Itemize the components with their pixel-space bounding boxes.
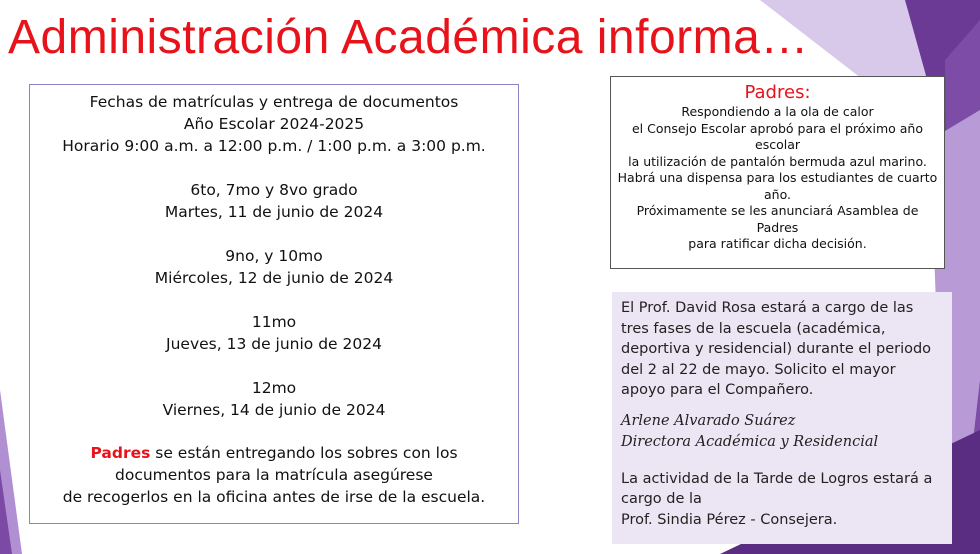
info-paragraph-activity: La actividad de la Tarde de Logros estará a cargo de la (621, 470, 933, 507)
parents-line: para ratificar dicha decisión. (688, 236, 867, 251)
signature-name: Arlene Alvarado Suárez (621, 412, 796, 429)
schedule-grades: 9no, y 10mo (225, 247, 323, 265)
schedule-date: Jueves, 13 de junio de 2024 (166, 335, 382, 353)
schedule-hours: Horario 9:00 a.m. a 12:00 p.m. / 1:00 p.m. a 3:00 p.m. (62, 137, 486, 155)
page-title: Administración Académica informa… (8, 11, 809, 64)
info-paragraph-activity-line2: Prof. Sindia Pérez - Consejera. (621, 511, 838, 528)
parents-notice (30, 442, 518, 464)
parents-line: Próximamente se les anunciará Asamblea de Padres (636, 203, 919, 235)
parents-notice-line: de recogerlos en la oficina antes de irse de la escuela. (62, 488, 486, 506)
parents-notice-line: documentos para la matrícula asegúrese (115, 466, 433, 484)
director-info-box (612, 292, 952, 544)
schedule-date: Viernes, 14 de junio de 2024 (162, 401, 386, 419)
schedule-header-line: Fechas de matrículas y entrega de documentos (89, 93, 459, 111)
parents-heading: Padres: (744, 82, 811, 103)
parents-announcement-box (610, 76, 945, 269)
parents-line: Respondiendo a la ola de calor (681, 104, 874, 119)
parents-line: Habrá una dispensa para los estudiantes de cuarto año. (617, 170, 938, 202)
info-paragraph: El Prof. David Rosa estará a cargo de las tres fases de la escuela (académica, deportiva y residencial) durante el periodo del 2 al 22 de mayo. Solicito el mayor apoyo para el Compañero. (621, 300, 932, 398)
enrollment-schedule-box (29, 84, 519, 524)
parents-line: la utilización de pantalón bermuda azul marino. (628, 153, 927, 169)
signature-title: Directora Académica y Residencial (621, 433, 879, 450)
schedule-grades: 11mo (251, 313, 297, 331)
parents-line: el Consejo Escolar aprobó para el próximo año escolar (631, 120, 924, 152)
parents-notice-text: se están entregando los sobres con los (150, 444, 458, 462)
schedule-grades: 6to, 7mo y 8vo grado (190, 181, 358, 199)
schedule-header-line: Año Escolar 2024-2025 (183, 115, 365, 133)
schedule-grades: 12mo (251, 379, 297, 397)
schedule-date: Martes, 11 de junio de 2024 (164, 203, 384, 221)
schedule-date: Miércoles, 12 de junio de 2024 (154, 269, 394, 287)
parents-highlight: Padres (90, 444, 151, 462)
